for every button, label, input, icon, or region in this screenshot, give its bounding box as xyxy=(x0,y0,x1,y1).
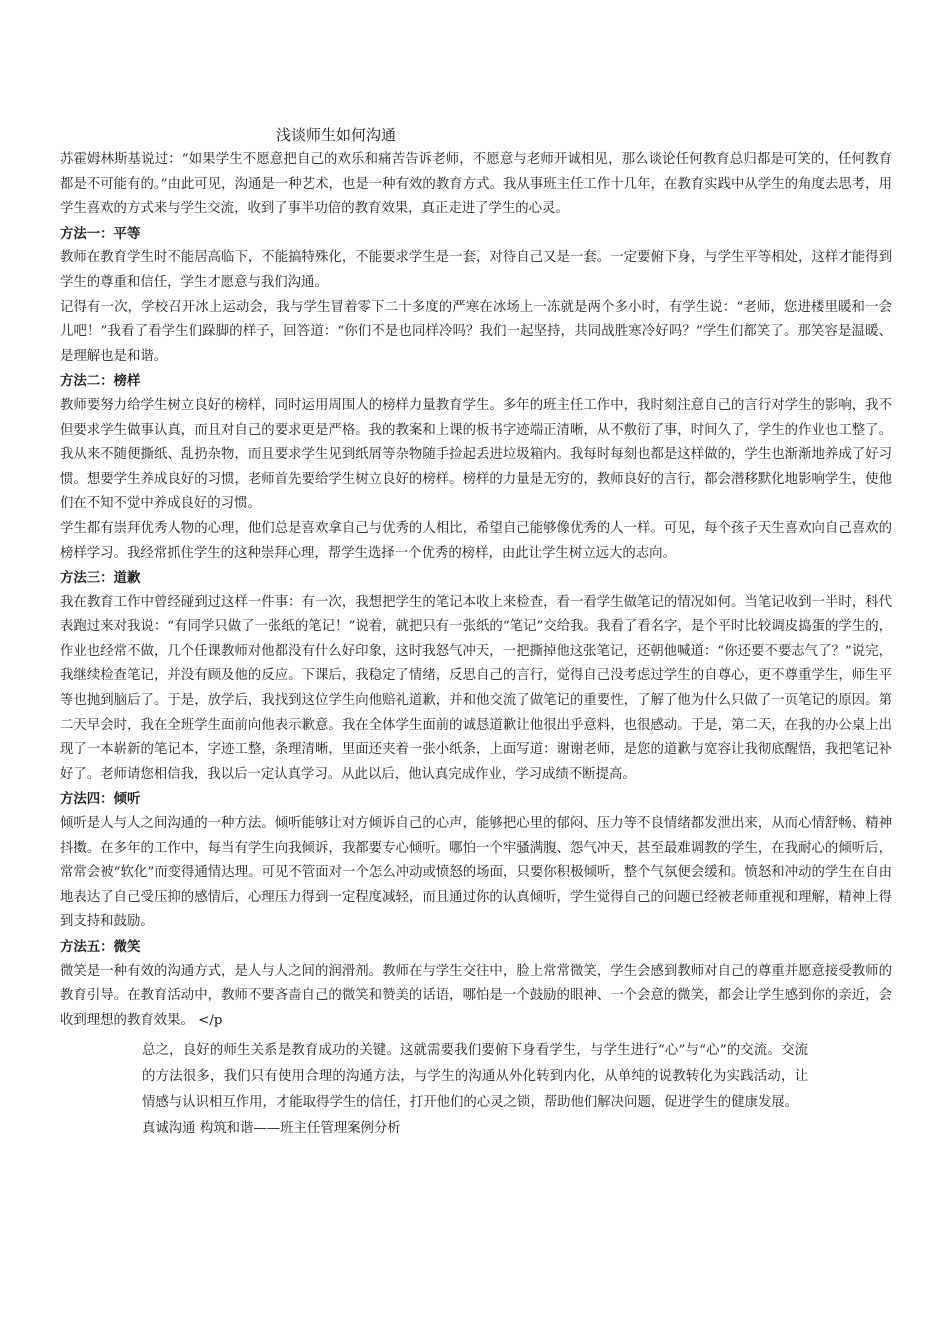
document-page xyxy=(60,124,892,1142)
intro-paragraph: 苏霍姆林斯基说过：“如果学生不愿意把自己的欢乐和痛苦告诉老师，不愿意与老师开诚相见，那么谈论任何教育总归都是可笑的，任何教育都是不可能有的。”由此可见，沟通是一种艺术，也是一种有效的教育方式。我从事班主任工作十几年，在教育实践中从学生的角度去思考，用学生喜欢的方式来与学生交流，收到了事半功倍的教育效果，真正走进了学生的心灵。 xyxy=(60,152,892,217)
section-paragraph: 教师在教育学生时不能居高临下，不能搞特殊化，不能要求学生是一套，对待自己又是一套。一定要俯下身，与学生平等相处，这样才能得到学生的尊重和信任，学生才愿意与我们沟通。 xyxy=(60,250,892,290)
section-paragraph: 微笑是一种有效的沟通方式，是人与人之间的润滑剂。教师在与学生交往中，脸上常常微笑，学生会感到教师对自己的尊重并愿意接受教师的教育引导。在教育活动中，教师不要吝啬自己的微笑和赞美的话语，哪怕是一个鼓励的眼神、一个会意的微笑，都会让学生感到你的亲近，会收到理想的教育效果。 </p xyxy=(60,963,892,1028)
section-paragraph: 教师要努力给学生树立良好的榜样，同时运用周围人的榜样力量教育学生。多年的班主任工作中，我时刻注意自己的言行对学生的影响，我不但要求学生做事认真，而且对自己的要求更是严格。我的教案和上课的板书字迹端正清晰，从不敷衍了事，时间久了，学生的作业也工整了。我从来不随便撕纸、乱扔杂物，而且要求学生见到纸屑等杂物随手捡起丢进垃圾箱内。我每时每刻也都是这样做的，学生也渐渐地养成了好习惯。想要学生养成良好的习惯，老师首先要给学生树立良好的榜样。榜样的力量是无穷的，教师良好的言行，都会潜移默化地影响学生，使他们在不知不觉中养成良好的习惯。 xyxy=(60,397,892,512)
section-paragraph: 记得有一次，学校召开冰上运动会，我与学生冒着零下二十多度的严寒在冰场上一冻就是两个多小时，有学生说：“老师，您进楼里暖和一会儿吧！”我看了看学生们跺脚的样子，回答道：“你们不是也同样冷吗？我们一起坚持，共同战胜寒冷好吗？”学生们都笑了。那笑容是温暖、是理解也是和谐。 xyxy=(60,299,892,364)
section-heading-example: 方法二：榜样 xyxy=(60,373,141,390)
section-heading-equality: 方法一：平等 xyxy=(60,225,141,242)
section-paragraph: 倾听是人与人之间沟通的一种方法。倾听能够让对方倾诉自己的心声，能够把心里的郁闷、压力等不良情绪都发泄出来，从而心情舒畅、精神抖擞。在多年的工作中，每当有学生向我倾诉，我都要专心倾听。哪怕一个牢骚满腹、怨气冲天，甚至最难调教的学生，在我耐心的倾听后，常常会被“软化”而变得通情达理。可见不管面对一个怎么冲动或愤怒的场面，只要你积极倾听，整个气氛便会缓和。愤怒和冲动的学生在自由地表达了自己受压抑的感情后，心理压力得到一定程度减轻，而且通过你的认真倾听，学生觉得自己的问题已经被老师重视和理解，精神上得到支持和鼓励。 xyxy=(60,816,892,930)
document-title: 浅谈师生如何沟通 xyxy=(276,126,397,144)
summary-paragraph: 总之，良好的师生关系是教育成功的关键。这就需要我们要俯下身看学生，与学生进行“心”与“心”的交流。交流的方法很多，我们只有使用合理的沟通方法，与学生的沟通从外化转到内化，从单纯的说教转化为实践活动，让情感与认识相互作用，才能取得学生的信任，打开他们的心灵之锁，帮助他们解决问题，促进学生的健康发展。 xyxy=(142,1043,808,1110)
section-heading-listening: 方法四：倾听 xyxy=(60,791,141,808)
section-paragraph: 学生都有崇拜优秀人物的心理，他们总是喜欢拿自己与优秀的人相比，希望自己能够像优秀的人一样。可见，每个孩子天生喜欢向自己喜欢的榜样学习。我经常抓住学生的这种崇拜心理，帮学生选择一个优秀的榜样，由此让学生树立远大的志向。 xyxy=(60,520,892,561)
section-heading-apology: 方法三：道歉 xyxy=(60,570,141,587)
section-heading-smile: 方法五：微笑 xyxy=(60,939,141,955)
section-paragraph: 我在教育工作中曾经碰到过这样一件事：有一次，我想把学生的笔记本收上来检查，看一看学生做笔记的情况如何。当笔记收到一半时，科代表跑过来对我说：“有同学只做了一张纸的笔记！”说着，就把只有一张纸的“笔记”交给我。我看了看名字，是个平时比较调皮捣蛋的学生的，作业也经常不做，几个任课教师对他都没有什么好印象，这时我怒气冲天，一把撕掉他这张笔记，还朝他喊道：“你还要不要志气了？”说完，我继续检查笔记，并没有顾及他的反应。下课后，我稳定了情绪，反思自己的言行，觉得自己没考虑过学生的自尊心，更不尊重学生，师生平等也抛到脑后了。于是，放学后，我找到这位学生向他赔礼道歉，并和他交流了做笔记的重要性，了解了他为什么只做了一页笔记的原因。第二天早会时，我在全班学生面前向他表示歉意。我在全体学生面前的诚恳道歉让他很出乎意料，也很感动。于是，第二天，在我的办公桌上出现了一本崭新的笔记本，字迹工整，条理清晰，里面还夹着一张小纸条，上面写道：谢谢老师，是您的道歉与宽容让我彻底醒悟，我把笔记补好了。老师请您相信我，我以后一定认真学习。从此以后，他认真完成作业，学习成绩不断提高。 xyxy=(60,594,892,782)
footer-caption: 真诚沟通 构筑和谐——班主任管理案例分析 xyxy=(142,1120,401,1136)
